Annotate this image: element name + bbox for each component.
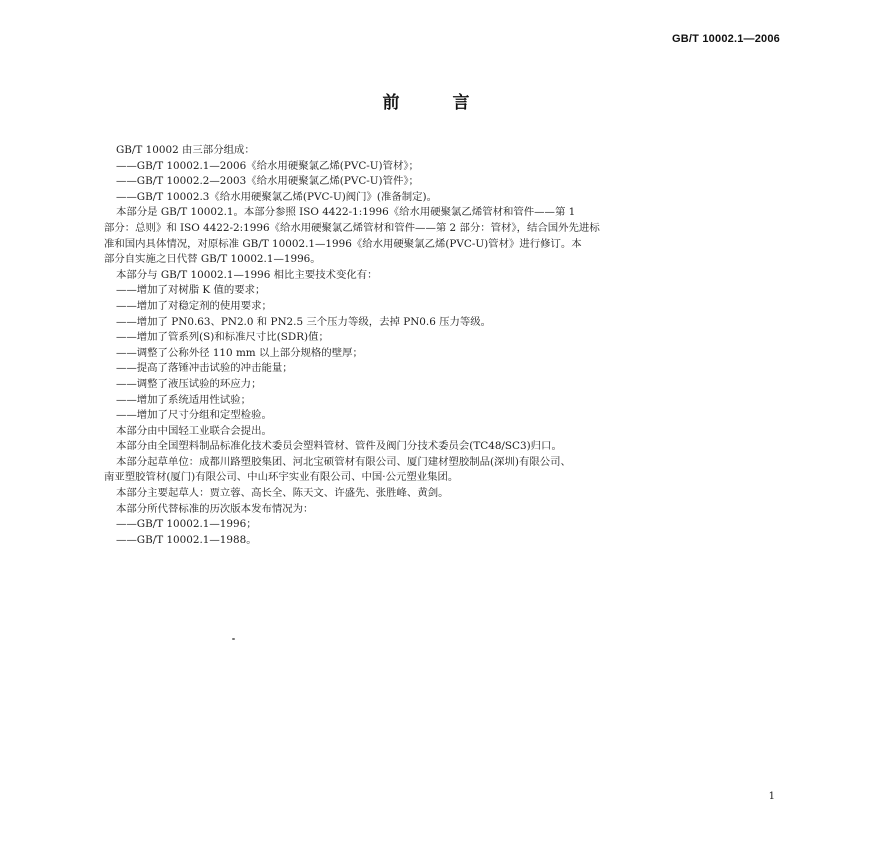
paragraph-line: 本部分主要起草人：贾立蓉、高长全、陈天文、许盛先、张胜峰、黄剑。 (116, 487, 449, 500)
paragraph-line: 本部分由中国轻工业联合会提出。 (116, 424, 272, 437)
list-item: ——增加了系统适用性试验； (116, 393, 252, 406)
list-item: ——调整了公称外径 110 mm 以上部分规格的壁厚； (116, 346, 363, 359)
list-item: ——增加了 PN0.63、PN2.0 和 PN2.5 三个压力等级，去掉 PN0.6 压力等级。 (116, 315, 492, 328)
list-item: ——增加了对稳定剂的使用要求； (116, 299, 272, 312)
paragraph-line: 部分自实施之日代替 GB/T 10002.1—1996。 (104, 253, 321, 266)
list-item: ——调整了液压试验的环应力； (116, 377, 262, 390)
paragraph-line: 本部分所代替标准的历次版本发布情况为： (116, 502, 314, 515)
paragraph-line: 部分：总则》和 ISO 4422-2:1996《给水用硬聚氯乙烯管材和管件——第 2 部分：管材》，结合国外先进标 (104, 221, 600, 234)
list-item: ——GB/T 10002.1—1988。 (116, 533, 257, 546)
standard-code: GB/T 10002.1—2006 (672, 33, 780, 45)
paragraph-line: GB/T 10002 由三部分组成： (116, 144, 255, 156)
list-item: ——GB/T 10002.2—2003《给水用硬聚氯乙烯(PVC-U)管件》； (116, 175, 419, 188)
list-item: ——GB/T 10002.3《给水用硬聚氯乙烯(PVC-U)阀门》(准备制定)。 (116, 190, 437, 203)
scan-mark (232, 638, 235, 640)
page-title: 前 言 (382, 93, 488, 113)
list-item: ——增加了对树脂 K 值的要求； (116, 284, 266, 297)
list-item: ——增加了尺寸分组和定型检验。 (116, 409, 272, 422)
page-number: 1 (768, 791, 775, 802)
list-item: ——GB/T 10002.1—1996； (116, 518, 257, 531)
list-item: ——GB/T 10002.1—2006《给水用硬聚氯乙烯(PVC-U)管材》； (116, 159, 419, 172)
paragraph-line: 本部分与 GB/T 10002.1—1996 相比主要技术变化有： (116, 268, 378, 281)
list-item: ——增加了管系列(S)和标准尺寸比(SDR)值； (116, 331, 329, 344)
foreword-body (104, 143, 788, 548)
paragraph-line: 本部分由全国塑料制品标准化技术委员会塑料管材、管件及阀门分技术委员会(TC48/SC3)归口。 (116, 440, 562, 453)
list-item: ——提高了落锤冲击试验的冲击能量； (116, 362, 293, 375)
paragraph-line: 本部分是 GB/T 10002.1。本部分参照 ISO 4422-1:1996《给水用硬聚氯乙烯管材和管件——第 1 (116, 206, 576, 219)
paragraph-line: 准和国内具体情况，对原标准 GB/T 10002.1—1996《给水用硬聚氯乙烯(PVC-U)管材》进行修订。本 (104, 237, 582, 250)
paragraph-line: 南亚塑胶管材(厦门)有限公司、中山环宇实业有限公司、中国·公元塑业集团。 (104, 471, 459, 484)
paragraph-line: 本部分起草单位：成都川路塑胶集团、河北宝硕管材有限公司、厦门建材塑胶制品(深圳)有限公司、 (116, 455, 571, 468)
